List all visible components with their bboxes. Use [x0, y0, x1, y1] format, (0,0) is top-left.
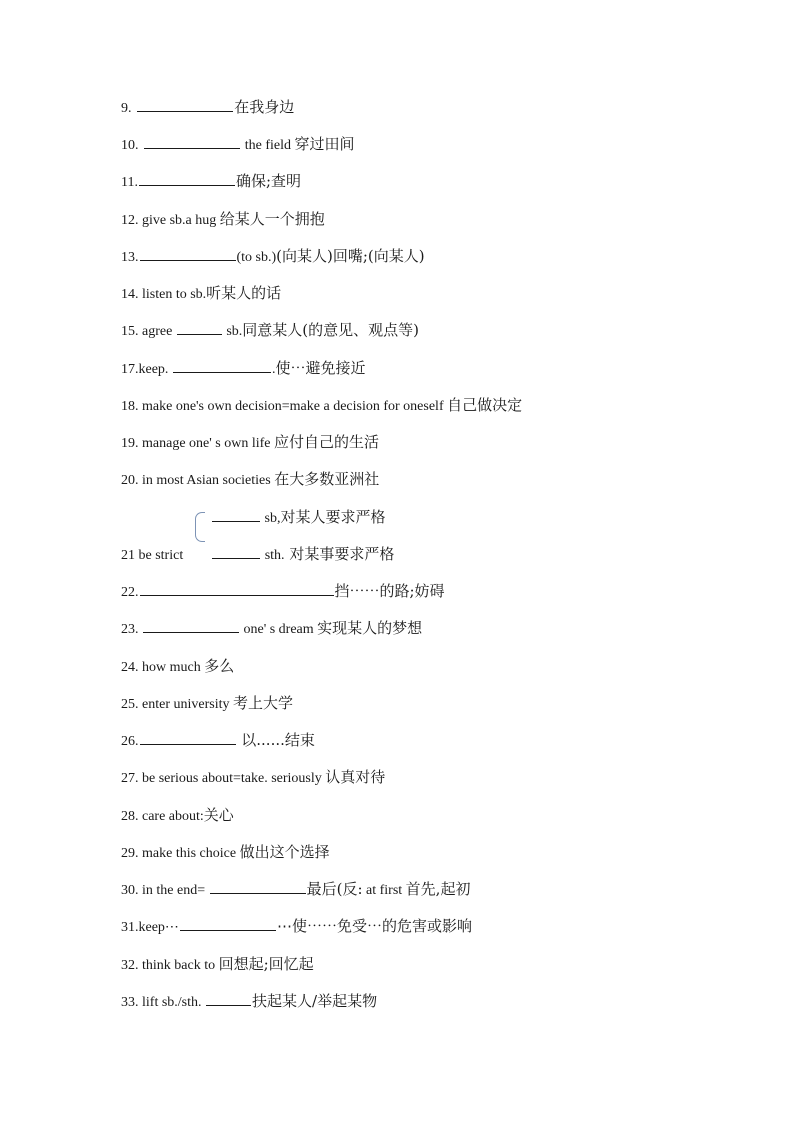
item-31 [121, 916, 472, 938]
fill-blank [139, 171, 235, 186]
meaning-text: 最后(反: [306, 880, 363, 898]
item-number: 23. [121, 622, 142, 637]
phrase-text: 30. in the end= [121, 883, 209, 898]
fill-blank [210, 879, 306, 894]
item-30 [121, 879, 470, 901]
phrase-text: . [271, 362, 276, 377]
item-22 [121, 581, 445, 603]
phrase-text: 17.keep. [121, 362, 172, 377]
meaning-text: 多么 [204, 657, 235, 675]
item-21-sub-a [211, 507, 385, 529]
phrase-text: sb. [222, 324, 243, 339]
meaning-text: 使⋯避免接近 [275, 359, 366, 377]
item-number: 13. [121, 250, 139, 265]
meaning-text: 在大多数亚洲社 [274, 470, 380, 488]
item-29 [121, 842, 330, 864]
item-32 [121, 954, 314, 976]
phrase-text: 32. think back to [121, 958, 219, 973]
fill-blank [140, 730, 236, 745]
meaning-text: 对某人要求严格 [280, 508, 386, 526]
item-24 [121, 656, 234, 678]
phrase-text: 33. lift sb./sth. [121, 995, 206, 1010]
fill-blank [177, 320, 222, 335]
phrase-text: 14. listen to sb. [121, 287, 207, 302]
phrase-text: 15. agree [121, 324, 176, 339]
item-14 [121, 283, 281, 305]
item-33 [121, 991, 377, 1013]
fill-blank [143, 618, 239, 633]
item-number: 11. [121, 175, 138, 190]
meaning-text: 听某人的话 [206, 284, 282, 302]
fill-blank [180, 916, 276, 931]
meaning-text: ⋯使⋯⋯免受⋯的危害或影响 [276, 917, 472, 935]
meaning-text: 回想起;回忆起 [218, 955, 314, 973]
meaning-text: 做出这个选择 [239, 843, 330, 861]
meaning-text: 首先,起初 [405, 880, 471, 898]
item-9 [121, 97, 294, 119]
meaning-text: 对某事要求严格 [284, 545, 395, 563]
fill-blank [206, 991, 251, 1006]
item-17 [121, 358, 365, 380]
item-21 [121, 544, 394, 566]
phrase-text: sb, [261, 511, 281, 526]
meaning-text: 认真对待 [325, 768, 386, 786]
meaning-text: 同意某人(的意见、观点等) [242, 321, 419, 339]
meaning-text: 以......结束 [236, 731, 315, 749]
phrase-text: at first [362, 883, 406, 898]
fill-blank [212, 507, 260, 522]
phrase-text: 27. be serious about=take. seriously [121, 771, 326, 786]
phrase-text: 28. care about: [121, 809, 204, 824]
phrase-text: sth. [261, 548, 285, 563]
fill-blank [173, 358, 271, 373]
item-26 [121, 730, 315, 752]
item-25 [121, 693, 293, 715]
item-15 [121, 320, 419, 342]
meaning-text: 确保;查明 [235, 172, 302, 190]
fill-blank [140, 581, 334, 596]
meaning-text: 关心 [203, 806, 234, 824]
fill-blank [140, 246, 236, 261]
item-number: 9. [121, 101, 132, 116]
phrase-text: 19. manage one' s own life [121, 436, 274, 451]
phrase-text: 12. give sb.a hug [121, 213, 220, 228]
item-number: 26. [121, 734, 139, 749]
phrase-text: the field [241, 138, 295, 153]
phrase-text: 24. how much [121, 660, 205, 675]
phrase-text: 25. enter university [121, 697, 233, 712]
item-number: 22. [121, 585, 139, 600]
meaning-text: 在我身边 [234, 98, 295, 116]
meaning-text: 扶起某人/举起某物 [252, 992, 378, 1010]
brace-icon [195, 512, 205, 542]
item-23 [121, 618, 422, 640]
item-19 [121, 432, 379, 454]
meaning-text: 穿过田间 [294, 135, 355, 153]
item-27 [121, 767, 385, 789]
phrase-text: 18. make one's own decision=make a decision for oneself [121, 399, 448, 414]
phrase-text: 31.keep⋯ [121, 920, 179, 935]
fill-blank [137, 97, 233, 112]
phrase-text: 21 be strict [121, 548, 184, 563]
item-10 [121, 134, 355, 156]
meaning-text: (向某人)回嘴;(向某人) [276, 247, 425, 265]
meaning-text: 考上大学 [232, 694, 293, 712]
item-13 [121, 246, 425, 268]
meaning-text: 实现某人的梦想 [317, 619, 423, 637]
item-28 [121, 805, 234, 827]
phrase-text: 29. make this choice [121, 846, 240, 861]
meaning-text: 给某人一个拥抱 [219, 210, 325, 228]
item-11 [121, 171, 301, 193]
item-18 [121, 395, 522, 417]
fill-blank [144, 134, 240, 149]
phrase-text: one' s dream [240, 622, 318, 637]
item-20 [121, 469, 379, 491]
meaning-text: 应付自己的生活 [273, 433, 379, 451]
phrase-text: (to sb.) [236, 250, 277, 265]
item-12 [121, 209, 325, 231]
item-number: 10. [121, 138, 139, 153]
fill-blank [212, 544, 260, 559]
phrase-text: 20. in most Asian societies [121, 473, 275, 488]
meaning-text: 挡⋯⋯的路;妨碍 [334, 582, 445, 600]
meaning-text: 自己做决定 [447, 396, 523, 414]
